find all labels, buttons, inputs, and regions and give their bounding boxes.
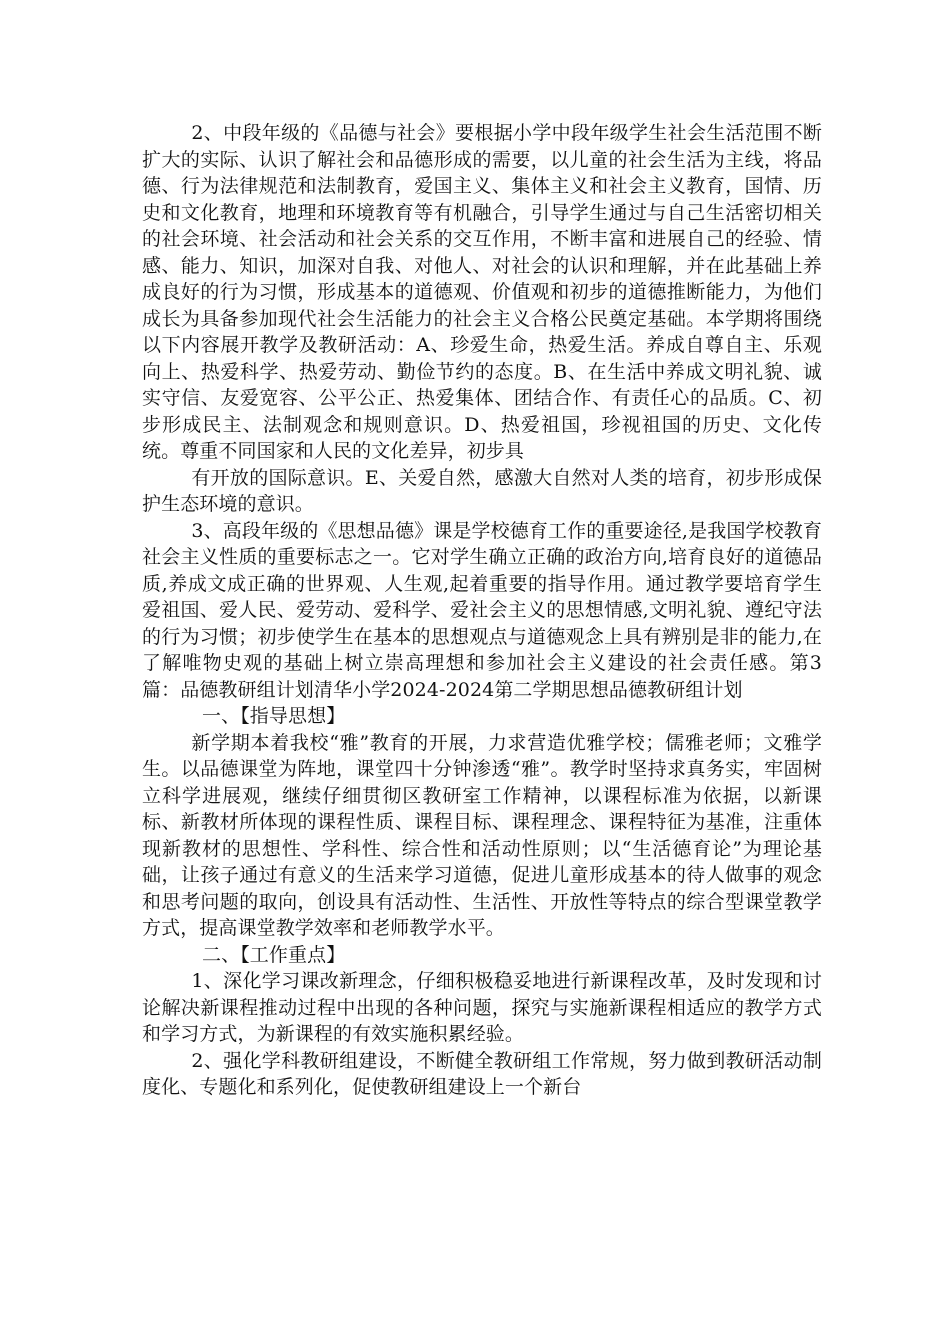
paragraph-new-semester: 新学期本着我校“雅”教育的开展，力求营造优雅学校；儒雅老师；文雅学生。以品德课堂为阵地，课堂四十分钟渗透“雅”。教学时坚持求真务实，牢固树立科学进展观，继续仔细贯彻区教研室工作精神，以课程标准为依据，以新课标、新教材所体现的课程性质、课程目标、课程理念、课程特征为基准，注重体现新教材的思想性、学科性、综合性和活动性原则；以“生活德育论”为理论基础，让孩子通过有意义的生活来学习道德，促进儿童形成基本的待人做事的观念和思考问题的取向，创设具有活动性、生活性、开放性等特点的综合型课堂教学方式，提高课堂教学效率和老师教学水平。 <box>142 731 822 939</box>
heading-guiding-ideology: 一、【指导思想】 <box>202 705 346 727</box>
paragraph-deepen-learning: 1、深化学习课改新理念，仔细积极稳妥地进行新课程改革，及时发现和讨论解决新课程推动过程中出现的各种问题，探究与实施新课程相适应的教学方式和学习方式，为新课程的有效实施积累经验。 <box>142 970 822 1045</box>
paragraph-middle-grade: 2、中段年级的《品德与社会》要根据小学中段年级学生社会生活范围不断扩大的实际、认识了解社会和品德形成的需要，以儿童的社会生活为主线，将品德、行为法律规范和法制教育，爱国主义、集体主义和社会主义教育，国情、历史和文化教育，地理和环境教育等有机融合，引导学生通过与自己生活密切相关的社会环境、社会活动和社会关系的交互作用，不断丰富和进展自己的经验、情感、能力、知识，加深对自我、对他人、对社会的认识和理解，并在此基础上养成良好的行为习惯，形成基本的道德观、价值观和初步的道德推断能力，为他们成长为具备参加现代社会生活能力的社会主义合格公民奠定基础。本学期将围绕以下内容展开教学及教研活动：A、珍爱生命，热爱生活。养成自尊自主、乐观向上、热爱科学、热爱劳动、勤俭节约的态度。B、在生活中养成文明礼貌、诚实守信、友爱宽容、公平公正、热爱集体、团结合作、有责任心的品质。C、初步形成民主、法制观念和规则意识。D、热爱祖国，珍视祖国的历史、文化传统。尊重不同国家和人民的文化差异，初步具 <box>142 122 822 462</box>
paragraph-high-grade: 3、高段年级的《思想品德》课是学校德育工作的重要途径,是我国学校教育社会主义性质的重要标志之一。它对学生确立正确的政治方向,培育良好的道德品质,养成文成正确的世界观、人生观,起着重要的指导作用。通过教学要培育学生爱祖国、爱人民、爱劳动、爱科学、爱社会主义的思想情感,文明礼貌、遵纪守法的行为习惯；初步使学生在基本的思想观点与道德观念上具有辨别是非的能力,在了解唯物史观的基础上树立崇高理想和参加社会主义建设的社会责任感。第3篇：品德教研组计划清华小学2024-2024第二学期思想品德教研组计划 <box>142 519 822 701</box>
heading-work-focus: 二、【工作重点】 <box>202 943 346 966</box>
paragraph-international-awareness: 有开放的国际意识。E、关爱自然，感激大自然对人类的培育，初步形成保护生态环境的意识。 <box>142 466 822 515</box>
paragraph-strengthen-teaching: 2、强化学科教研组建设，不断健全教研组工作常规，努力做到教研活动制度化、专题化和系列化，促使教研组建设上一个新台 <box>142 1049 822 1098</box>
document-body <box>142 120 822 1101</box>
